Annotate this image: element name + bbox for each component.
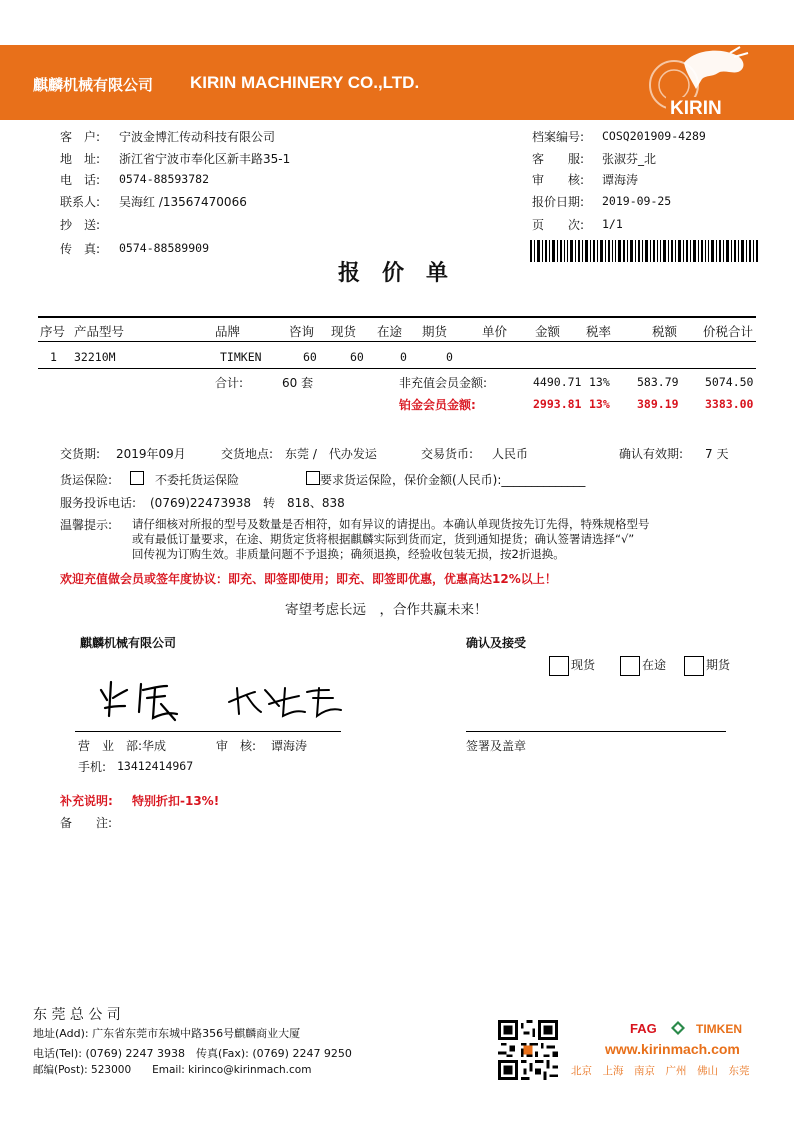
platinum-amount: 2993.81 (533, 397, 582, 411)
fax-value: 0574-88589909 (119, 241, 210, 255)
page-label: 页 次: (532, 218, 585, 232)
header-banner (0, 45, 794, 120)
th-unit-price: 单价 (482, 324, 508, 339)
insurance-opt2: 要求货运保险，保价金额(人民币):______________ (320, 473, 586, 487)
delivery-value: 2019年09月 (116, 447, 186, 461)
notice-line-3: 回传视为订购生效。非质量问题不予退换；确须退换，经验收包装无损，按2折退换。 (132, 547, 565, 561)
brand-timken: TIMKEN (696, 1022, 742, 1036)
file-no-value: COSQ201909-4289 (602, 129, 706, 143)
th-tax-rate: 税率 (586, 324, 612, 339)
insurance-required-checkbox[interactable] (306, 471, 320, 485)
th-tax: 税额 (652, 324, 678, 339)
cell-inquiry: 60 (303, 350, 317, 364)
sales-label: 营 业 部: (78, 739, 143, 753)
th-model: 产品型号 (74, 324, 125, 339)
contact-value: 吴海红 /13567470066 (119, 195, 247, 209)
insurance-none-checkbox[interactable] (130, 471, 144, 485)
nonmember-rate: 13% (589, 375, 610, 389)
nonmember-total: 5074.50 (705, 375, 754, 389)
th-total: 价税合计 (703, 324, 754, 339)
timken-diamond-icon (671, 1021, 685, 1035)
service-label: 客 服: (532, 152, 585, 166)
currency-label: 交易货币: (421, 447, 474, 461)
th-seq: 序号 (40, 324, 66, 339)
insurance-label: 货运保险: (60, 473, 113, 487)
delivery-label: 交货期: (60, 447, 101, 461)
table-top-rule (38, 316, 756, 318)
currency-value: 人民币 (492, 447, 529, 461)
th-transit: 在途 (377, 324, 403, 339)
confirm-futures-label: 期货 (706, 658, 731, 672)
sign-stamp-label: 签署及盖章 (466, 739, 527, 753)
footer-hq: 东 莞 总 公 司 (33, 1007, 121, 1023)
contact-label: 联系人: (60, 195, 101, 209)
mobile-label: 手机: (78, 760, 107, 774)
right-sign-line (466, 731, 726, 732)
barcode (530, 240, 758, 262)
date-value: 2019-09-25 (602, 194, 672, 208)
service-value: 张淑芬_北 (602, 152, 657, 166)
complaint-label: 服务投诉电话: (60, 496, 137, 510)
footer-cities: 北京 上海 南京 广州 佛山 东莞 (571, 1065, 750, 1077)
company-name-en: KIRIN MACHINERY CO.,LTD. (190, 73, 420, 92)
kirin-logo (644, 45, 754, 120)
footer-post: 邮编(Post): 523000 Email: kirinco@kirinmach.com (33, 1064, 312, 1076)
fax-label: 传 真: (60, 242, 101, 256)
promo-text: 欢迎充值做会员或签年度协议：即充、即签即使用；即充、即签即优惠，优惠高达12%以上！ (60, 572, 557, 586)
table-bottom-rule (38, 368, 756, 369)
customer-label: 客 户: (60, 130, 101, 144)
th-futures: 期货 (422, 324, 448, 339)
confirm-transit-checkbox[interactable] (620, 656, 640, 676)
sign-company: 麒麟机械有限公司 (80, 636, 177, 650)
sum-label: 合计: (215, 376, 244, 390)
notice-line-1: 请仔细核对所报的型号及数量是否相符，如有异议的请提出。本确认单现货按先订先得，特殊规格型号 (132, 517, 650, 531)
footer-phone: 电话(Tel): (0769) 2247 3938 传真(Fax): (0769) 2247 9250 (33, 1047, 352, 1060)
cc-label: 抄 送: (60, 218, 101, 232)
place-label: 交货地点: (221, 447, 274, 461)
insurance-opt1: 不委托货运保险 (155, 473, 240, 487)
complaint-value: (0769)22473938 转 818、838 (150, 496, 345, 510)
website-link[interactable]: www.kirinmach.com (605, 1041, 740, 1057)
platinum-label: 铂金会员金额: (399, 398, 476, 412)
supplement-value: 特别折扣-13%! (132, 794, 220, 808)
sign-review-label: 审 核: (216, 739, 257, 753)
signature-huacheng (95, 676, 185, 724)
review-value: 谭海涛 (602, 173, 639, 187)
logo-text: KIRIN (670, 98, 722, 119)
cell-model: 32210M (74, 350, 116, 364)
cell-transit: 0 (400, 350, 407, 364)
phone-label: 电 话: (60, 173, 101, 187)
validity-value: 7 天 (705, 447, 729, 461)
brand-fag: FAG (630, 1021, 657, 1036)
sum-qty: 60 套 (282, 376, 314, 390)
validity-label: 确认有效期: (619, 447, 684, 461)
file-no-label: 档案编号: (532, 130, 585, 144)
left-sign-line (75, 731, 341, 732)
review-label: 审 核: (532, 173, 585, 187)
footer-address: 地址(Add): 广东省东莞市东城中路356号麒麟商业大厦 (33, 1027, 301, 1040)
sales-value: 华成 (142, 739, 167, 753)
notice-label: 温馨提示: (60, 518, 113, 532)
address-label: 地 址: (60, 152, 101, 166)
notice-line-2: 或有最低订量要求，在途、期货定货将根据麒麟实际到货而定，货到通知提货；确认签署请选择“√” (132, 532, 635, 546)
slogan: 寄望考虑长远 ，合作共赢未来！ (285, 602, 488, 618)
cell-stock: 60 (350, 350, 364, 364)
nonmember-amount: 4490.71 (533, 375, 582, 389)
cell-futures: 0 (446, 350, 453, 364)
mobile-value: 13412414967 (117, 759, 194, 773)
signature-tanhaitao (225, 680, 345, 722)
platinum-tax: 389.19 (637, 397, 679, 411)
cell-brand: TIMKEN (220, 350, 262, 364)
remark-label: 备 注: (60, 816, 113, 830)
confirm-transit-label: 在途 (642, 658, 667, 672)
confirm-futures-checkbox[interactable] (684, 656, 704, 676)
confirm-stock-checkbox[interactable] (549, 656, 569, 676)
nonmember-tax: 583.79 (637, 375, 679, 389)
company-name-cn: 麒麟机械有限公司 (33, 76, 154, 94)
platinum-total: 3383.00 (705, 397, 754, 411)
page-value: 1/1 (602, 217, 623, 231)
supplement-label: 补充说明: (60, 794, 113, 808)
qr-code (498, 1020, 558, 1080)
sign-review-value: 谭海涛 (271, 739, 308, 753)
platinum-rate: 13% (589, 397, 610, 411)
table-header-rule (38, 341, 756, 342)
address-value: 浙江省宁波市奉化区新丰路35-1 (119, 152, 291, 166)
place-value: 东莞 / 代办发运 (285, 447, 377, 461)
th-stock: 现货 (331, 324, 357, 339)
cell-seq: 1 (50, 350, 57, 364)
confirm-stock-label: 现货 (571, 658, 596, 672)
th-inquiry: 咨询 (289, 324, 315, 339)
nonmember-label: 非充值会员金额: (399, 376, 488, 390)
phone-value: 0574-88593782 (119, 172, 210, 186)
date-label: 报价日期: (532, 195, 585, 209)
th-amount: 金额 (535, 324, 561, 339)
customer-value: 宁波金博汇传动科技有限公司 (119, 130, 276, 144)
confirm-label: 确认及接受 (466, 636, 527, 650)
document-title: 报 价 单 (338, 261, 449, 286)
th-brand: 品牌 (215, 324, 241, 339)
